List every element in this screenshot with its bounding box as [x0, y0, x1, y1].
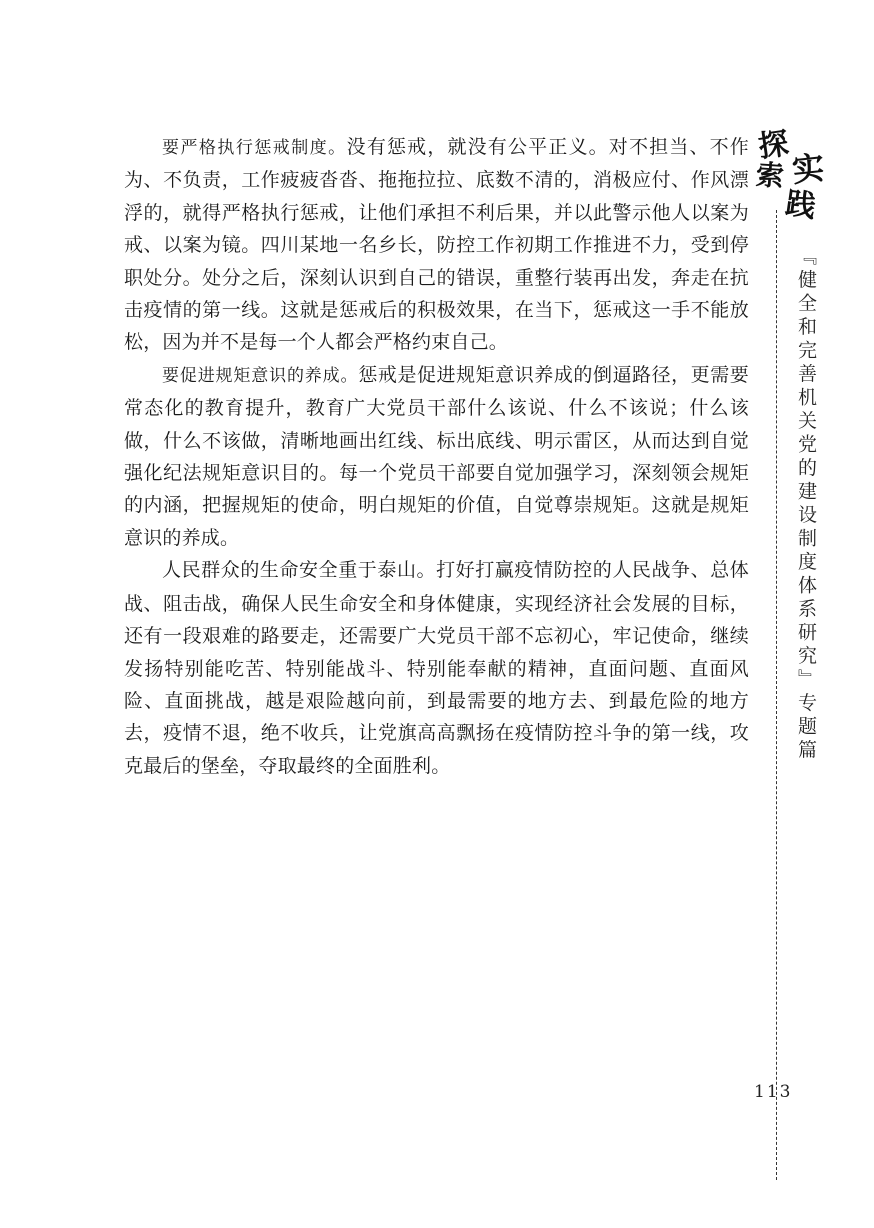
- running-sidebar: [752, 118, 842, 1098]
- paragraph-text: 惩戒是促进规矩意识养成的倒逼路径，更需要常态化的教育提升，教育广大党员干部什么该说、什么不该说；什么该做，什么不该做，清晰地画出红线、标出底线、明示雷区，从而达到自觉强化纪法规矩意识目的。每一个党员干部要自觉加强学习，深刻领会规矩的内涵，把握规矩的使命，明白规矩的价值，自觉尊崇规矩。这就是规矩意识的养成。: [124, 363, 749, 549]
- section-calligraphy-logo: [752, 118, 842, 228]
- paragraph-lead: 要促进规矩意识的养成。: [162, 365, 359, 386]
- logo-char: 践: [783, 186, 818, 225]
- article-body: [124, 131, 749, 782]
- logo-char: 探: [756, 126, 791, 165]
- paragraph-discipline: [124, 131, 749, 359]
- logo-char: 索: [754, 158, 786, 193]
- paragraph-text: 没有惩戒，就没有公平正义。对不担当、不作为、不负责，工作疲疲沓沓、拖拖拉拉、底数不清的，消极应付、作风漂浮的，就得严格执行惩戒，让他们承担不利后果，并以此警示他人以案为戒、以案为镜。四川某地一名乡长，防控工作初期工作推进不力，受到停职处分。处分之后，深刻认识到自己的错误，重整行装再出发，奔走在抗击疫情的第一线。这就是惩戒后的积极效果，在当下，惩戒这一手不能放松，因为并不是每一个人都会严格约束自己。: [124, 136, 749, 354]
- dashed-divider: [776, 210, 777, 1180]
- paragraph-text: 人民群众的生命安全重于泰山。打好打赢疫情防控的人民战争、总体战、阻击战，确保人民生命安全和身体健康，实现经济社会发展的目标，还有一段艰难的路要走，还需要广大党员干部不忘初心，牢记使命，继续发扬特别能吃苦、特别能战斗、特别能奉献的精神，直面问题、直面风险、直面挑战，越是艰险越向前，到最需要的地方去、到最危险的地方去，疫情不退，绝不收兵，让党旗高高飘扬在疫情防控斗争的第一线，攻克最后的堡垒，夺取最终的全面胜利。: [124, 559, 749, 777]
- paragraph-rules-awareness: [124, 359, 749, 554]
- paragraph-conclusion: [124, 554, 749, 782]
- page-number: 113: [754, 1082, 793, 1102]
- section-title-vertical: 『健全和完善机关党的建设制度体系研究』专题篇: [786, 246, 826, 763]
- paragraph-lead: 要严格执行惩戒制度。: [162, 138, 347, 158]
- logo-char: 实: [790, 148, 827, 190]
